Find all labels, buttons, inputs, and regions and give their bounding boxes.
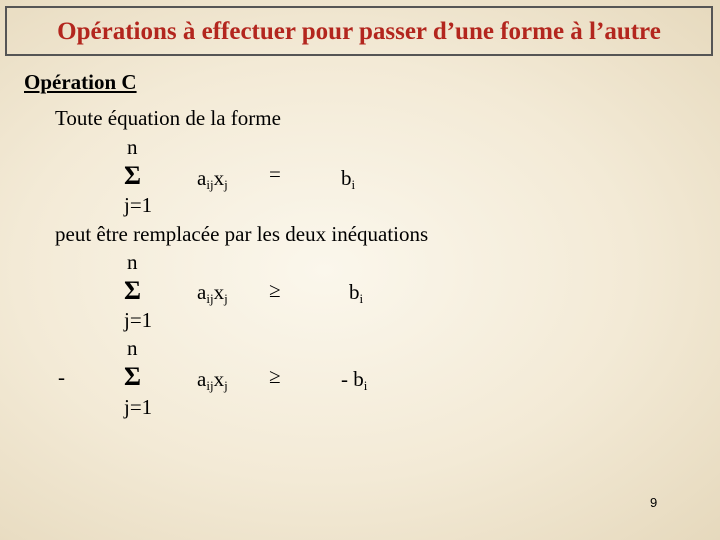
formula3-prefix: - <box>58 365 65 389</box>
slide-title: Opérations à effectuer pour passer d’une forme à l’autre <box>57 18 661 45</box>
middle-text: peut être remplacée par les deux inéquations <box>55 222 429 246</box>
formula3-relation: ≥ <box>269 364 281 388</box>
formula2-relation: ≥ <box>269 278 281 302</box>
intro-text: Toute équation de la forme <box>55 106 281 130</box>
formula3-upper-limit: n <box>127 336 138 360</box>
formula3-lower-limit: j=1 <box>124 395 153 419</box>
formula3-sigma: Σ <box>124 362 141 391</box>
formula1-relation: = <box>269 162 281 186</box>
page-number: 9 <box>650 495 658 510</box>
formula1-term: $a_{ij}x_j$ <box>197 166 228 192</box>
formula3-rhs: - $b_i$ <box>341 367 368 393</box>
formula2-lower-limit: j=1 <box>124 308 153 332</box>
formula3-term: $a_{ij}x_j$ <box>197 367 228 393</box>
formula2-rhs: $b_i$ <box>349 280 364 306</box>
title-box <box>5 6 713 56</box>
formula1-rhs: $b_i$ <box>341 166 356 192</box>
formula2-sigma: Σ <box>124 276 141 305</box>
formula2-upper-limit: n <box>127 250 138 274</box>
formula2-term: $a_{ij}x_j$ <box>197 280 228 306</box>
operation-heading: Opération C <box>24 70 137 94</box>
formula1-sigma: Σ <box>124 161 141 190</box>
formula1-lower-limit: j=1 <box>124 193 153 217</box>
formula1-upper-limit: n <box>127 135 138 159</box>
